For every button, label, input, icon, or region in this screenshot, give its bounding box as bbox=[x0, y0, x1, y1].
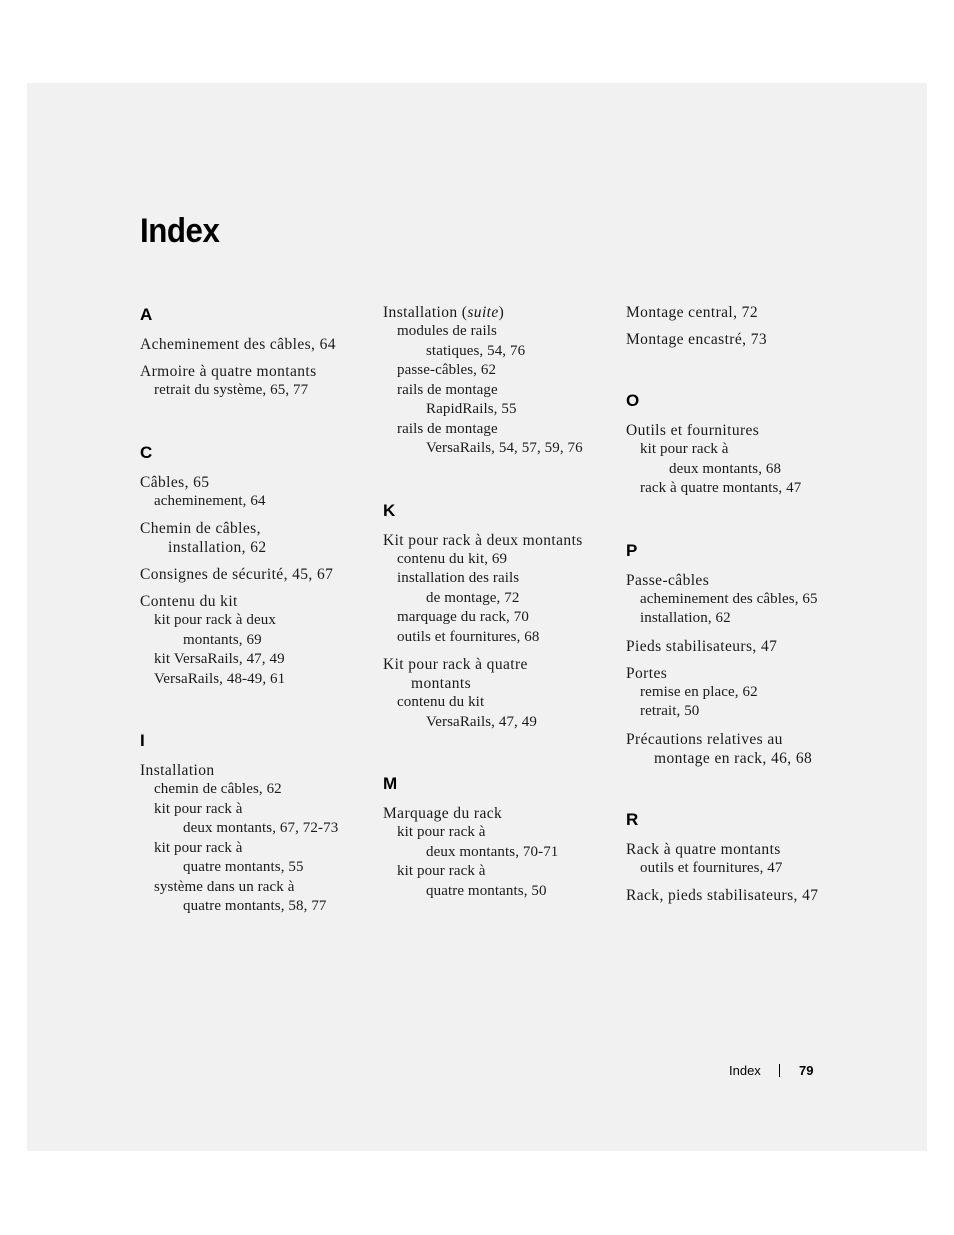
continued-heading-text: Installation ( bbox=[383, 304, 468, 321]
index-subentry: contenu du kit bbox=[397, 694, 485, 710]
index-entry: Passe-câbles bbox=[626, 571, 710, 589]
index-entry: Acheminement des câbles, 64 bbox=[140, 336, 336, 353]
index-entry-continued: montage en rack, 46, 68 bbox=[654, 749, 813, 767]
section-letter-r: R bbox=[626, 809, 639, 829]
index-subentry: kit pour rack à bbox=[154, 839, 243, 856]
index-entry: Câbles, 65 bbox=[140, 473, 210, 491]
index-entry-continued-heading bbox=[383, 303, 613, 322]
index-subentry-continued: deux montants, 67, 72-73 bbox=[183, 820, 339, 836]
page-number: 79 bbox=[799, 1063, 814, 1078]
index-subentry: système dans un rack à bbox=[154, 878, 295, 895]
index-subentry: passe-câbles, 62 bbox=[397, 362, 497, 378]
footer-divider bbox=[779, 1064, 780, 1077]
index-entry: Chemin de câbles, bbox=[140, 520, 261, 537]
continued-heading-close: ) bbox=[498, 304, 505, 321]
index-entry: Installation bbox=[140, 762, 215, 779]
index-entry: Montage encastré, 73 bbox=[626, 331, 767, 348]
section-letter-a: A bbox=[140, 305, 153, 324]
index-entry: Montage central, 72 bbox=[626, 304, 758, 321]
footer-section-label: Index bbox=[729, 1063, 761, 1078]
continued-suite-label: suite bbox=[467, 304, 499, 321]
index-subentry: kit pour rack à bbox=[154, 800, 243, 817]
index-subentry-continued: montants, 69 bbox=[183, 631, 262, 648]
section-letter-p: P bbox=[626, 540, 638, 560]
index-subentry-continued: VersaRails, 54, 57, 59, 76 bbox=[426, 440, 583, 456]
index-subentry-continued: deux montants, 70-71 bbox=[426, 843, 559, 860]
index-subentry: retrait, 50 bbox=[640, 703, 700, 719]
index-subentry: acheminement des câbles, 65 bbox=[640, 590, 818, 607]
page-title: Index bbox=[140, 212, 220, 250]
index-subentry: rack à quatre montants, 47 bbox=[640, 480, 802, 496]
index-entry-continued: montants bbox=[411, 675, 472, 692]
index-column-2 bbox=[383, 303, 613, 901]
index-subentry: kit pour rack à bbox=[397, 863, 486, 879]
index-entry: Précautions relatives au bbox=[626, 730, 783, 748]
index-subentry-continued: statiques, 54, 76 bbox=[426, 342, 526, 359]
index-subentry: acheminement, 64 bbox=[154, 492, 266, 509]
index-subentry: outils et fournitures, 68 bbox=[397, 628, 540, 645]
section-letter-k: K bbox=[383, 500, 396, 520]
index-entry: Rack, pieds stabilisateurs, 47 bbox=[626, 887, 819, 904]
index-entry-continued: installation, 62 bbox=[168, 539, 267, 556]
index-subentry: contenu du kit, 69 bbox=[397, 550, 508, 567]
index-subentry: installation, 62 bbox=[640, 610, 731, 626]
index-subentry-continued: RapidRails, 55 bbox=[426, 401, 517, 417]
index-subentry: installation des rails bbox=[397, 570, 520, 586]
index-entry: Rack à quatre montants bbox=[626, 840, 781, 858]
index-subentry: rails de montage bbox=[397, 420, 498, 437]
index-entry: Contenu du kit bbox=[140, 593, 238, 610]
index-column-3 bbox=[626, 303, 856, 905]
index-subentry: marquage du rack, 70 bbox=[397, 609, 529, 625]
index-subentry-continued: VersaRails, 47, 49 bbox=[426, 713, 537, 730]
index-entry: Marquage du rack bbox=[383, 805, 503, 822]
section-letter-c: C bbox=[140, 442, 153, 462]
index-subentry: VersaRails, 48-49, 61 bbox=[154, 670, 286, 687]
index-subentry-continued: quatre montants, 55 bbox=[183, 859, 304, 875]
index-subentry: remise en place, 62 bbox=[640, 683, 758, 700]
index-subentry-continued: de montage, 72 bbox=[426, 589, 520, 606]
section-letter-m: M bbox=[383, 774, 398, 793]
index-subentry: kit pour rack à bbox=[640, 441, 729, 457]
index-entry: Kit pour rack à quatre bbox=[383, 656, 528, 673]
index-subentry: kit pour rack à deux bbox=[154, 612, 276, 628]
index-entry: Pieds stabilisateurs, 47 bbox=[626, 637, 778, 655]
index-subentry: rails de montage bbox=[397, 381, 498, 398]
index-entry: Outils et fournitures bbox=[626, 422, 760, 439]
index-subentry: outils et fournitures, 47 bbox=[640, 859, 783, 876]
section-letter-i: I bbox=[140, 731, 145, 750]
index-subentry-continued: quatre montants, 58, 77 bbox=[183, 898, 327, 914]
index-column-1 bbox=[140, 303, 370, 917]
index-subentry-continued: deux montants, 68 bbox=[669, 460, 782, 477]
index-subentry-continued: quatre montants, 50 bbox=[426, 882, 547, 899]
index-subentry: kit VersaRails, 47, 49 bbox=[154, 651, 285, 667]
index-subentry: kit pour rack à bbox=[397, 824, 486, 840]
index-subentry: retrait du système, 65, 77 bbox=[154, 382, 309, 398]
index-entry: Consignes de sécurité, 45, 67 bbox=[140, 566, 334, 583]
section-letter-o: O bbox=[626, 391, 640, 410]
index-subentry: chemin de câbles, 62 bbox=[154, 781, 282, 797]
index-entry: Kit pour rack à deux montants bbox=[383, 531, 583, 549]
index-entry: Armoire à quatre montants bbox=[140, 363, 317, 380]
index-subentry: modules de rails bbox=[397, 323, 497, 339]
index-entry: Portes bbox=[626, 664, 668, 682]
